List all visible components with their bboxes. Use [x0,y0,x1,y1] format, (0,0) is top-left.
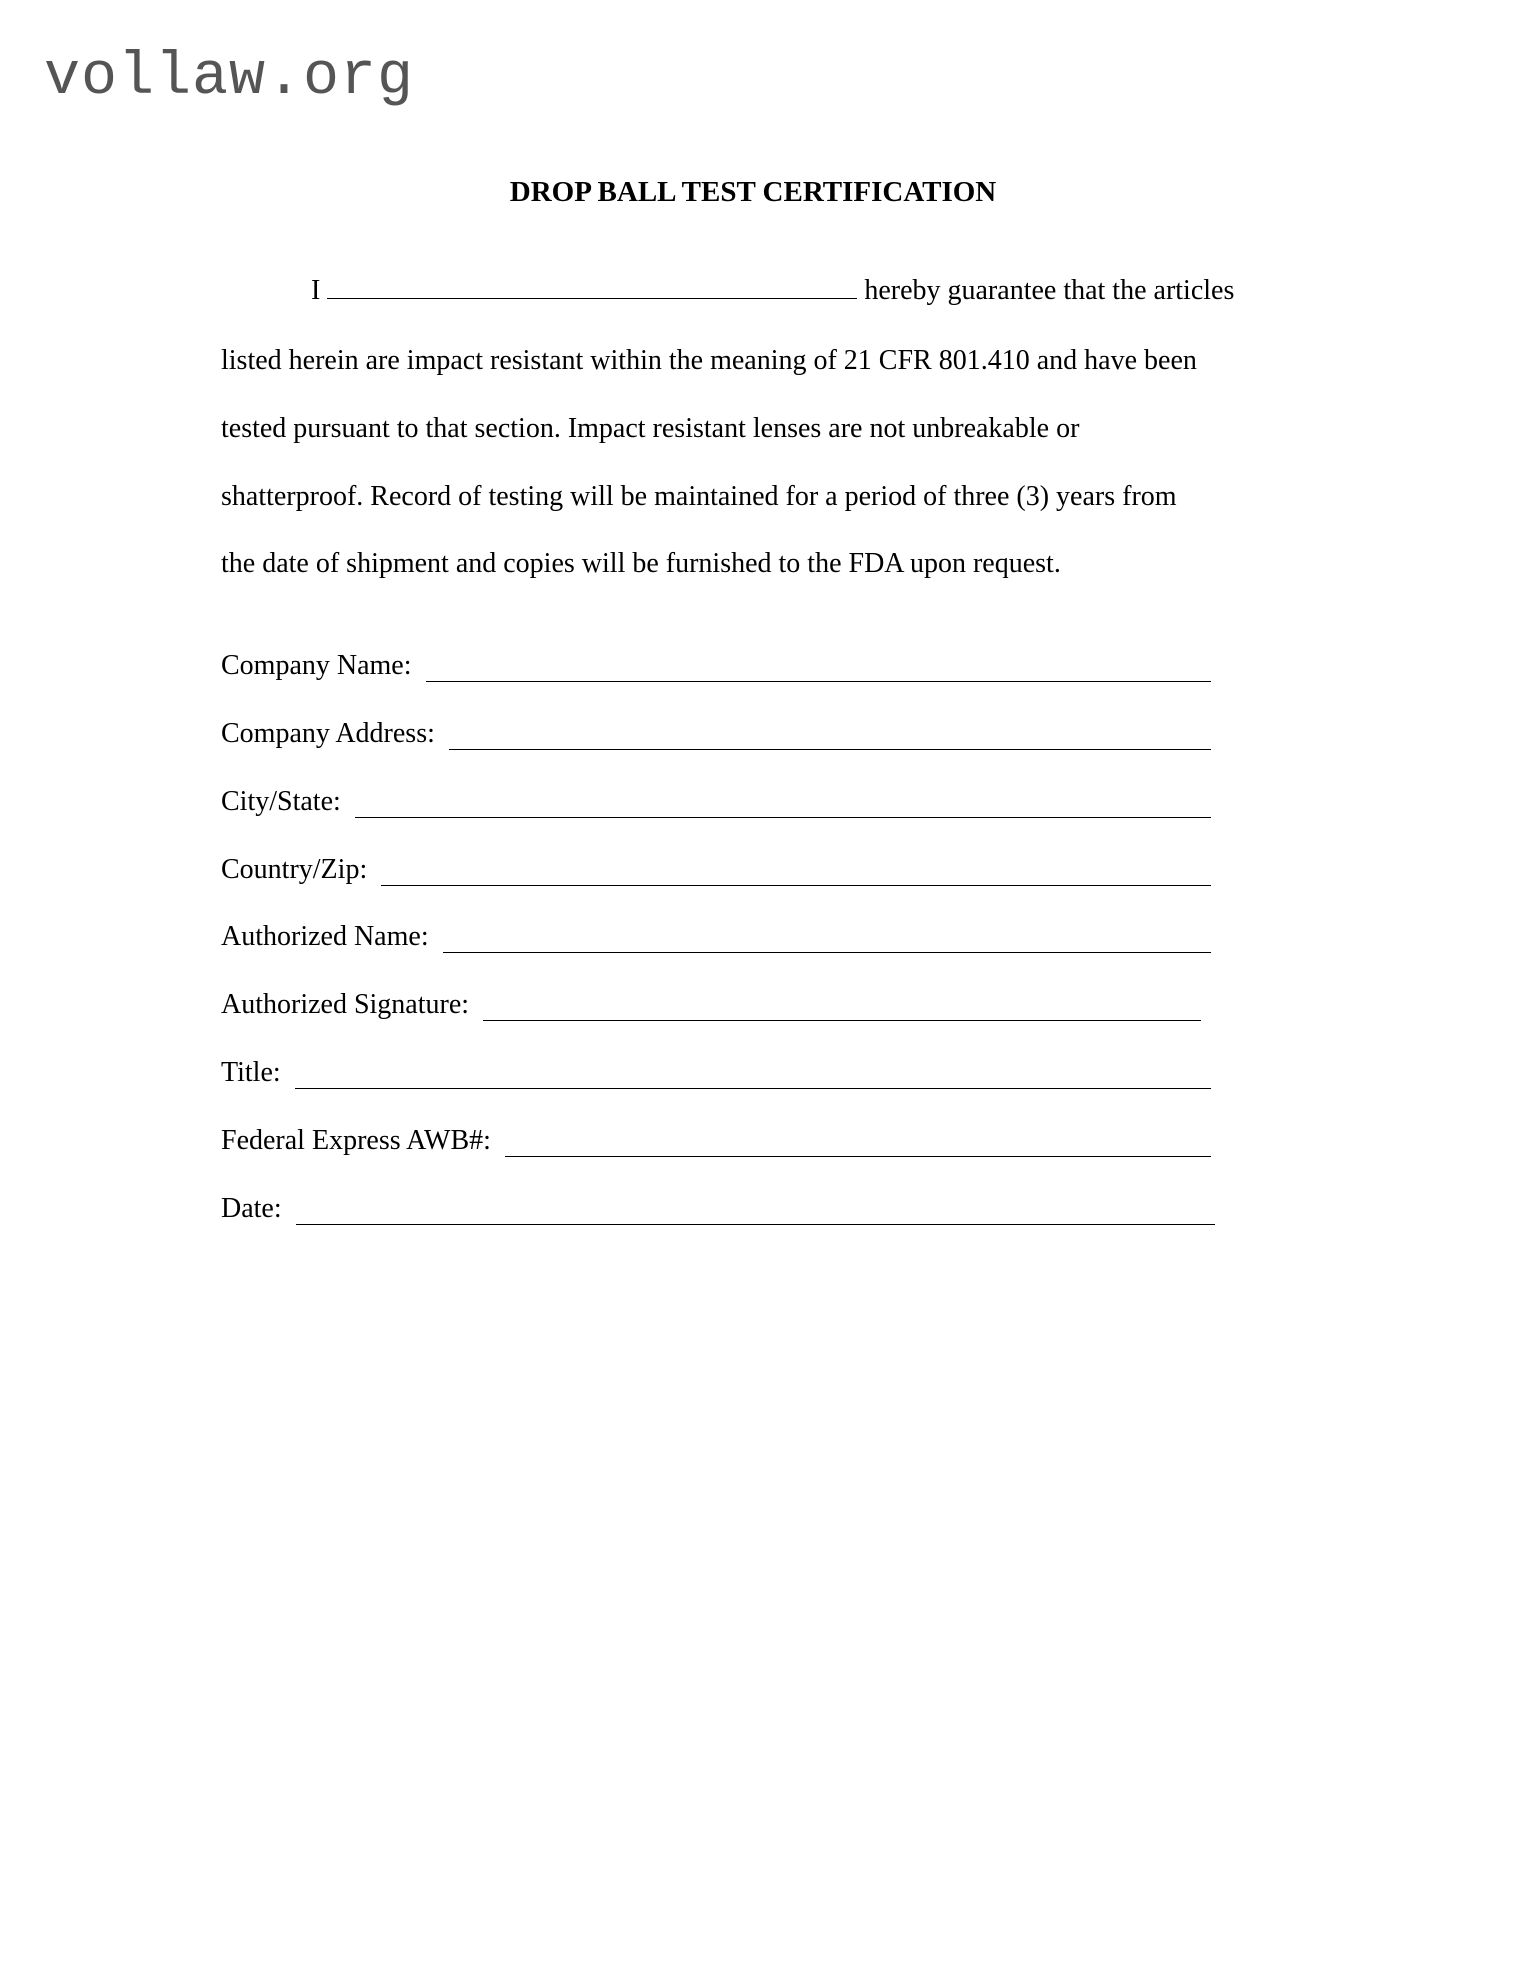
title-field [221,1057,1211,1089]
title-input[interactable] [295,1062,1211,1089]
statement-line: shatterproof. Record of testing will be maintained for a period of three (3) years from [221,481,1177,512]
document-title: DROP BALL TEST CERTIFICATION [509,176,997,208]
field-label: City/State: [221,786,341,817]
authorized-signature-field [221,989,1201,1021]
city-state-field [221,786,1211,818]
field-label: Authorized Name: [221,921,429,952]
company-address-field [221,718,1211,750]
field-label: Authorized Signature: [221,989,470,1020]
country-zip-input[interactable] [381,859,1211,886]
statement-first-line [311,272,1234,307]
field-label: Company Name: [221,650,412,681]
watermark-logo: vollaw.org [44,44,415,112]
field-label: Federal Express AWB#: [221,1125,491,1156]
statement-line: tested pursuant to that section. Impact resistant lenses are not unbreakable or [221,413,1080,444]
authorized-signature-input[interactable] [483,994,1201,1021]
city-state-input[interactable] [355,791,1211,818]
guarantor-name-blank[interactable] [327,272,857,299]
field-label: Date: [221,1193,282,1224]
company-name-field [221,650,1211,682]
field-label: Company Address: [221,718,435,749]
date-input[interactable] [296,1198,1215,1225]
fedex-awb-field [221,1125,1211,1157]
authorized-name-field [221,921,1211,953]
company-address-input[interactable] [449,723,1211,750]
date-field [221,1193,1215,1225]
statement-line: the date of shipment and copies will be furnished to the FDA upon request. [221,548,1061,579]
field-label: Title: [221,1057,281,1088]
statement-suffix: hereby guarantee that the articles [864,275,1235,306]
statement-line: listed herein are impact resistant within the meaning of 21 CFR 801.410 and have been [221,345,1197,376]
company-name-input[interactable] [426,655,1211,682]
field-label: Country/Zip: [221,854,368,885]
statement-prefix: I [311,275,321,306]
country-zip-field [221,854,1211,886]
authorized-name-input[interactable] [443,926,1211,953]
fedex-awb-input[interactable] [505,1130,1211,1157]
